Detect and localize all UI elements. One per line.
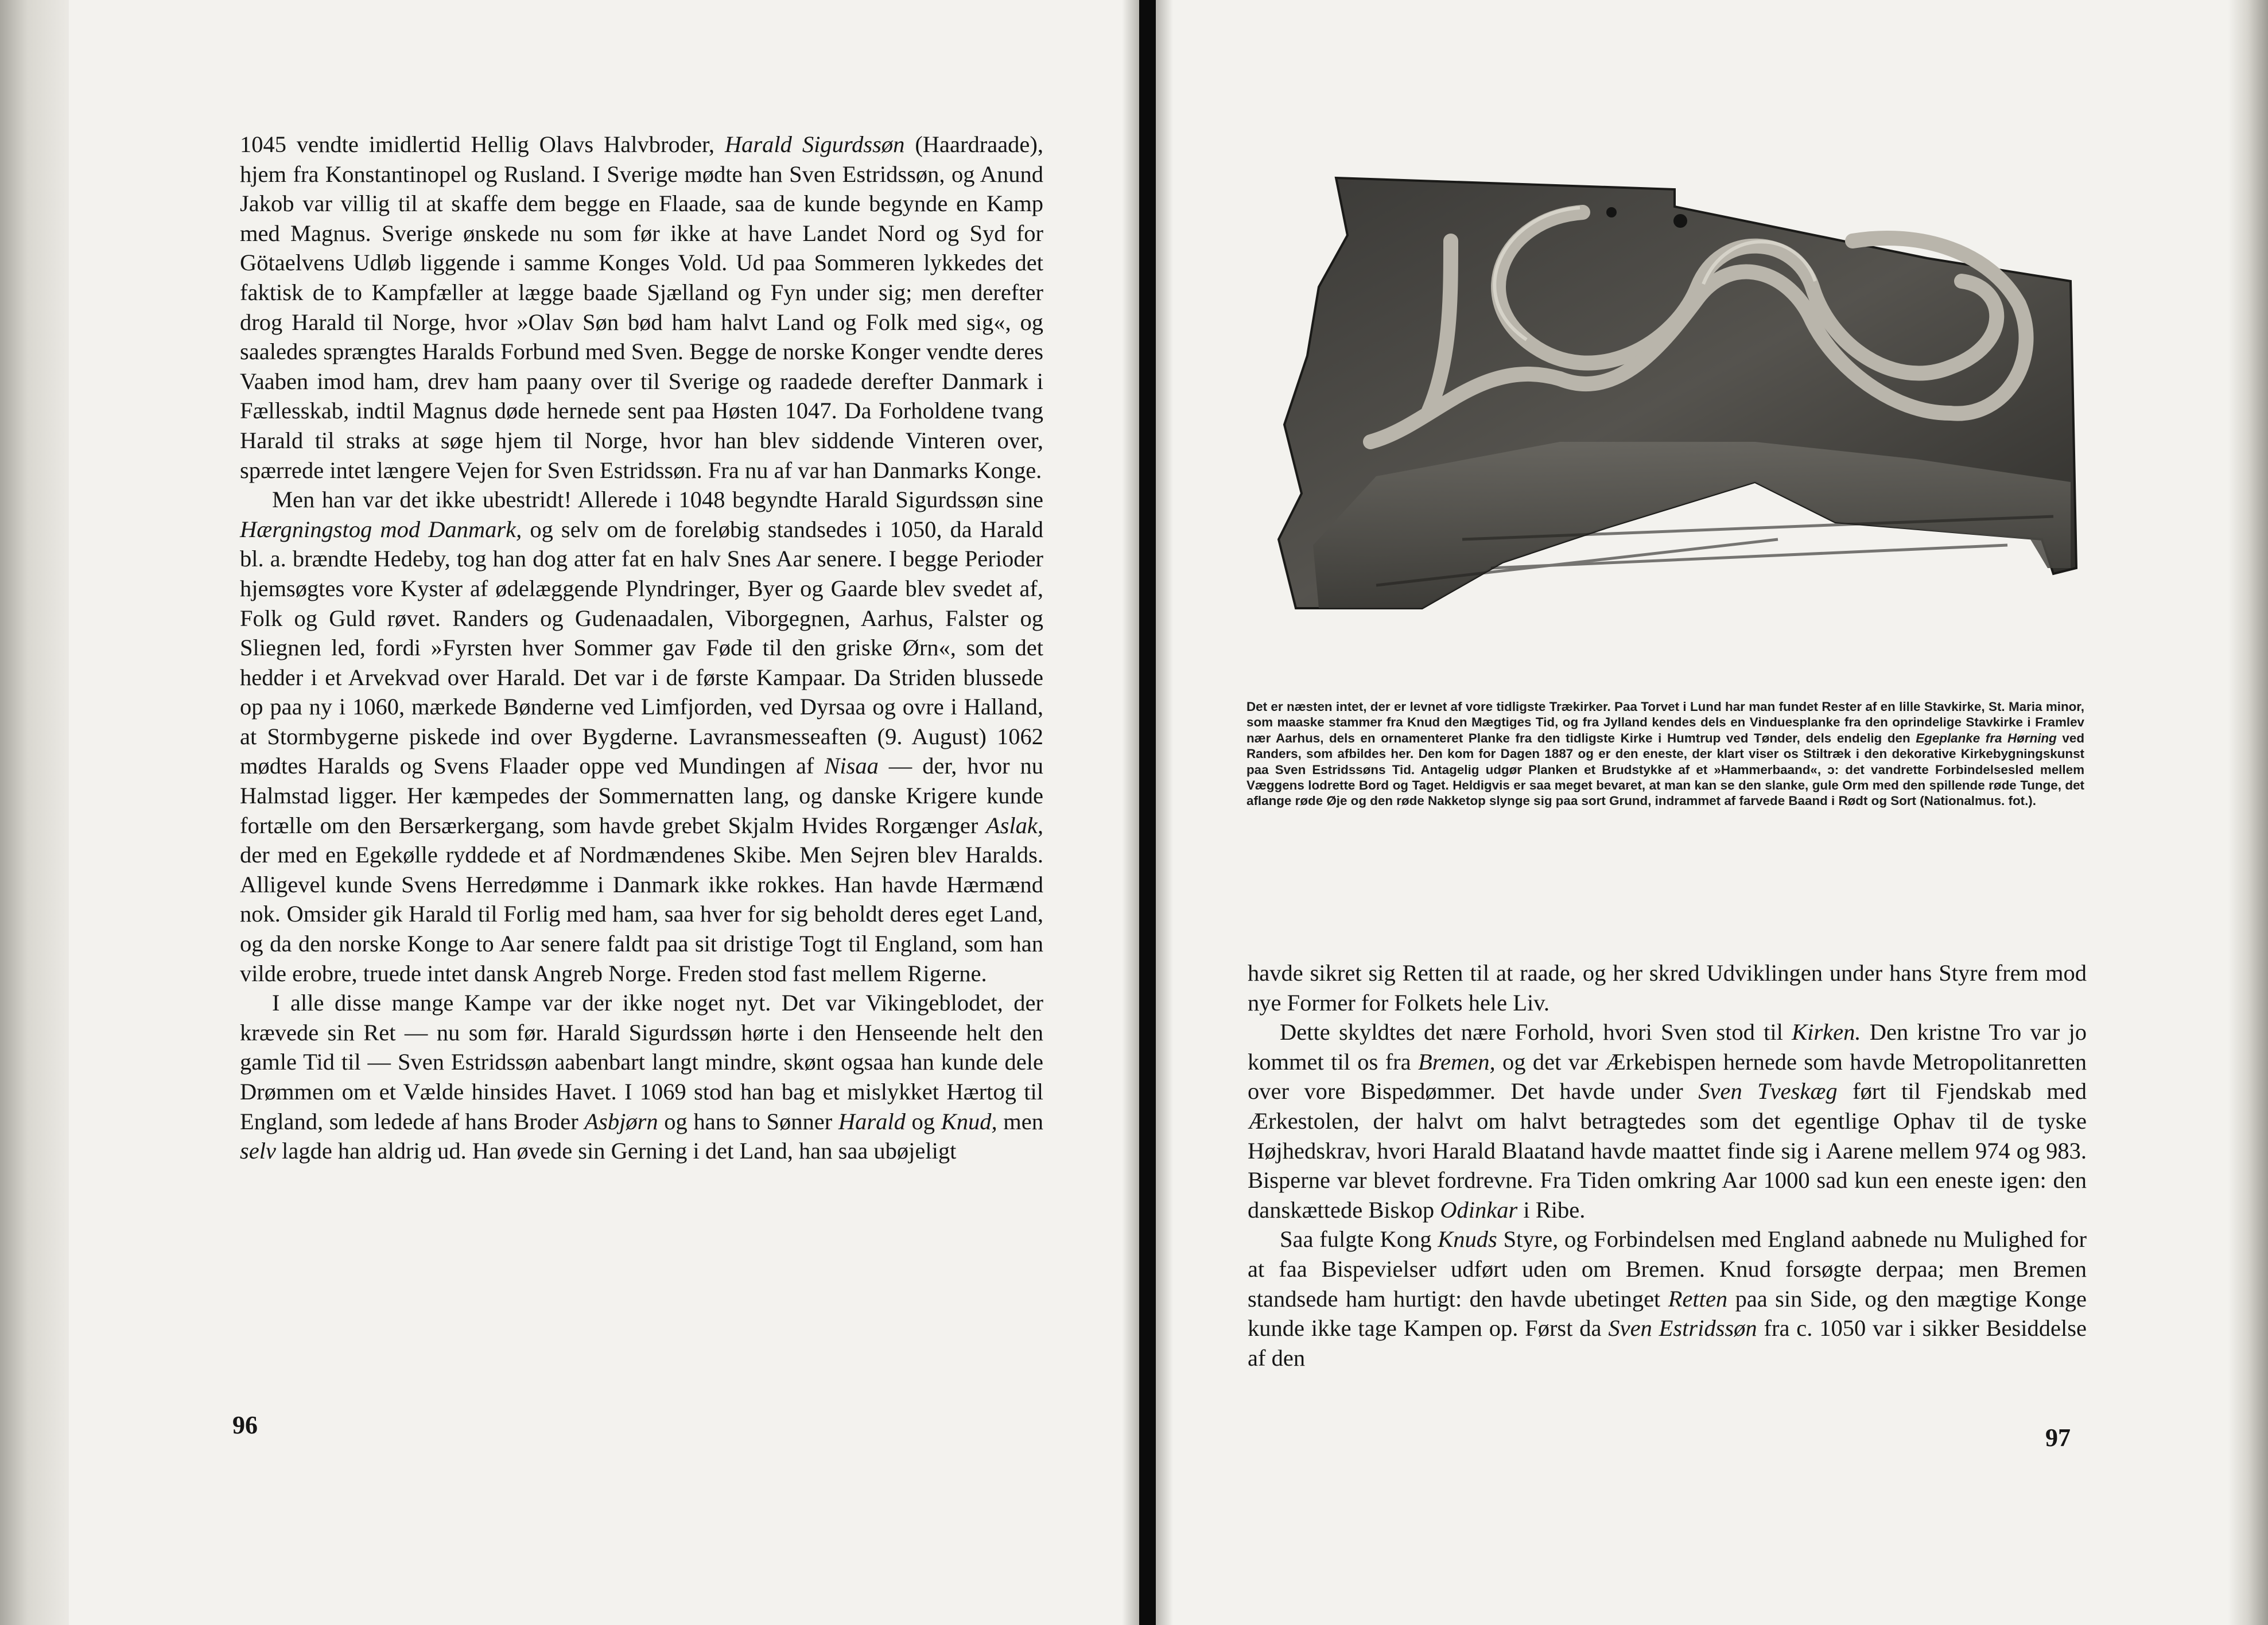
text-run: Det er næsten intet, der er levnet af vore tidligste Trækirker. Paa Torvet i Lund har man fundet Rester af en lille Stavkirke, St. Maria minor, som maaske stammer fra Knud den Mægtiges Tid, og fra Jylland kendes dels en Vinduesplanke fra den oprindelige Stavkirke i Framlev nær Aarhus, dels en ornamenteret Planke fra den tidligste Kirke i Humtrup ved Tønder, dels endelig den (1246, 699, 2084, 745)
italic-text: Harald (838, 1108, 906, 1134)
text-run: 1045 vendte imidlertid Hellig Olavs Halvbroder, (240, 131, 725, 157)
italic-text: selv (240, 1138, 276, 1164)
text-run: men (997, 1108, 1043, 1134)
text-run: ved Randers, som afbildes her. Den kom for Dagen 1887 og er den eneste, der klart viser os Stiltræk i den dekorative Kirkebygningskunst paa Sven Estridssøns Tid. Antagelig udgør Planken et Brudstykke af et »Hammerbaand«, ɔ: det vandrette Forbindelsesled mellem Væggens lodrette Bord og Taget. Heldigvis er saa meget bevaret, at man kan se den slanke, gule Orm med den spillende røde Tunge, det aflange røde Øje og den røde Nakketop slynge sig paa sort Grund, indrammet af farvede Baand i Rødt og Sort (Nationalmus. fot.). (1246, 730, 2084, 808)
carved-wood-plank-photo-icon (1261, 172, 2088, 661)
right-page (1156, 0, 2268, 1625)
book-gutter (1122, 0, 1139, 1625)
text-run: Men han var det ikke ubestridt! Allerede i 1048 begyndte Harald Sigurdssøn sine (272, 487, 1043, 513)
left-body-text (240, 130, 1043, 1166)
text-run: og hans to Sønner (658, 1108, 838, 1134)
figure-caption (1246, 699, 2084, 809)
italic-text: Knuds (1438, 1226, 1497, 1253)
text-run: paa sin Side, og den mægtige Konge kunde ikke tage Kampen op. Først da (1248, 1285, 2087, 1342)
italic-text: Harald Sigurdssøn (724, 131, 905, 157)
text-run: I alle disse mange Kampe var der ikke noget nyt. Det var Vikingeblodet, der krævede sin Ret — nu som før. Harald Sigurdssøn hørte i den Henseende helt den gamle Tid til — Sven Estridssøn aabenbart langt mindre, skønt ogsaa han kunde dele Drømmen om et Vælde hinsides Havet. I 1069 stod han bag et mislykket Hærtog til England, som ledede af hans Broder (240, 990, 1043, 1134)
italic-text: Egeplanke fra Hørning (1916, 730, 2057, 745)
paragraph (1248, 958, 2087, 1017)
text-run: lagde han aldrig ud. Han øvede sin Gerning i det Land, han saa ubøjeligt (275, 1138, 957, 1164)
italic-text: Odinkar (1440, 1196, 1518, 1223)
italic-text: Retten (1668, 1285, 1728, 1312)
italic-text: Sven Estridssøn (1608, 1315, 1757, 1342)
text-run: Den kristne Tro var jo kommet til os fra (1248, 1019, 2087, 1075)
paragraph (240, 988, 1043, 1166)
text-run: ført til Fjendskab med Ærkestolen, der halvt om halvt betragtedes som det egentlige Ophav til de tyske Højhedskrav, hvori Harald Blaatand havde maattet finde sig i Aarene mellem 974 og 983. Bisperne var blevet fordrevne. Fra Tiden omkring Aar 1000 sad kun een eneste igen: den danskættede Biskop (1248, 1078, 2087, 1223)
right-body-text (1248, 958, 2087, 1373)
figure-carved-plank (1261, 172, 2088, 661)
text-run: og selv om de foreløbig standsedes i 1050, da Harald bl. a. brændte Hedeby, tog han dog atter fat en halv Snes Aar senere. I begge Perioder hjemsøgtes vore Kyster af ødelæggende Plyndringer, Byer og Gaarde blev svedet af, Folk og Guld røvet. Randers og Gudenaadalen, Viborgegnen, Aarhus, Falster og Sliegnen led, fordi »Fyrsten hver Sommer gav Føde til den griske Ørn«, som det hedder i et Arvekvad over Harald. Det var i de første Kampaar. Da Striden blussede op paa ny i 1060, mærkede Bønderne ved Limfjorden, ved Dyrsaa og ovre i Halland, at Stormbygerne piskede ind over Bygderne. Lavransmesseaften (9. August) 1062 mødtes Haralds og Svens Flaader oppe ved Mundingen af (240, 516, 1044, 779)
paragraph (240, 130, 1043, 485)
italic-text: Knud, (941, 1108, 997, 1134)
italic-text: Aslak, (985, 812, 1043, 838)
text-run: — der, hvor nu Halmstad ligger. Her kæmpedes der Sommernatten lang, og danske Krigere kunde fortælle om den Bersærkergang, som havde grebet Skjalm Hvides Rorgænger (240, 753, 1044, 838)
paragraph (1248, 1017, 2087, 1224)
italic-text: Nisaa (824, 753, 879, 779)
text-run: Dette skyldtes det nære Forhold, hvori Sven stod til (1280, 1019, 1792, 1045)
page-edge (2228, 0, 2268, 1625)
text-run: Styre, og Forbindelsen med England aabnede nu Mulighed for at faa Bispevielser udført uden om Bremen. Knud forsøgte derpaa; men Bremen standsede ham hurtigt: den havde ubetinget (1248, 1226, 2087, 1312)
italic-text: Asbjørn (584, 1108, 658, 1134)
paragraph (240, 485, 1043, 988)
text-run: (Haardraade), hjem fra Konstantinopel og Rusland. I Sverige mødte han Sven Estridssøn, og Anund Jakob var villig til at skaffe dem begge en Flaade, saa de kunde begynde en Kamp med Magnus. Sverige ønskede nu som før ikke at have Landet Nord og Syd for Götaelvens Udløb liggende i samme Konges Vold. Ud paa Sommeren lykkedes det faktisk de to Kampfæller at lægge baade Sjælland og Fyn under sig; men derefter drog Harald til Norge, hvor »Olav Søn bød ham halvt Land og Folk med sig«, og saaledes sprængtes Haralds Forbund med Sven. Begge de norske Konger vendte deres Vaaben imod ham, drev ham paany over til Sverige og raadede derefter Danmark i Fællesskab, indtil Magnus døde hernede sent paa Høsten 1047. Da Forholdene tvang Harald til straks at søge hjem til Norge, hvor han blev siddende Vinteren over, spærrede intet længere Vejen for Sven Estridssøn. Fra nu af var han Danmarks Konge. (240, 131, 1044, 483)
text-run: og (905, 1108, 941, 1134)
italic-text: Hærgningstog mod Danmark, (240, 516, 522, 542)
page-edge (0, 0, 69, 1625)
text-run: og det var Ærkebispen hernede som havde Metropolitanretten over vore Bispedømmer. Det havde under (1248, 1048, 2087, 1105)
text-run: fra c. 1050 var i sikker Besiddelse af den (1248, 1315, 2087, 1371)
page-number: 97 (2045, 1424, 2071, 1452)
text-run: Saa fulgte Kong (1280, 1226, 1438, 1253)
italic-text: Bremen, (1418, 1048, 1496, 1075)
text-run: i Ribe. (1517, 1196, 1586, 1223)
paragraph (1248, 1224, 2087, 1373)
book-gutter (1156, 0, 1173, 1625)
italic-text: Kirken. (1792, 1019, 1861, 1045)
text-run: der med en Egekølle ryddede et af Nordmændenes Skibe. Men Sejren blev Haralds. Alligevel kunde Svens Herredømme i Danmark ikke rokkes. Han havde Hærmænd nok. Omsider gik Harald til Forlig med ham, saa hver for sig beholdt deres eget Land, og da den norske Konge to Aar senere faldt paa sit dristige Togt til England, som han vilde erobre, truede intet dansk Angreb Norge. Freden stod fast mellem Rigerne. (240, 842, 1043, 986)
page-number: 96 (232, 1411, 258, 1439)
text-run: havde sikret sig Retten til at raade, og her skred Udviklingen under hans Styre frem mod nye Former for Folkets hele Liv. (1248, 960, 2087, 1016)
italic-text: Sven Tveskæg (1698, 1078, 1838, 1105)
